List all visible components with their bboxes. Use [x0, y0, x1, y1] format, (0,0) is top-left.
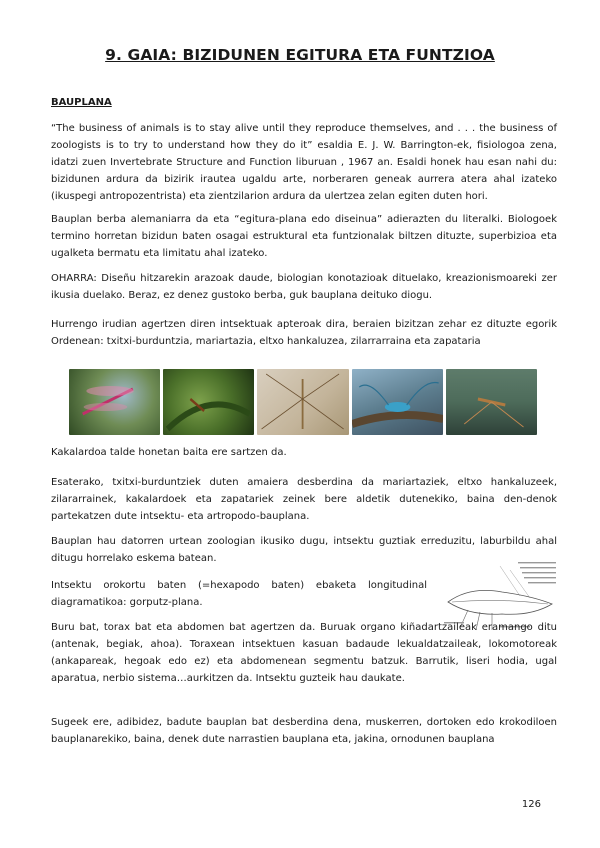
bauplan-hau-paragraph: Bauplan hau datorren urtean zoologian ikusiko dugu, intsektu guztiak erreduzitu, laburbildu ahal ditugu horrelako eskema batean. [51, 536, 557, 564]
oharra-paragraph: OHARRA: Diseñu hitzarekin arazoak daude, biologian konotazioak dituelako, kreazionismoareki zer ikusia duelako. Beraz, ez denez gustoko berba, guk bauplana deituko diogu. [51, 273, 557, 301]
dragonfly-photo [69, 369, 160, 435]
esaterako-paragraph: Esaterako, txitxi-burduntziek duten amaiera desberdina da mariartaziek, eltxo hankaluzeek, zilararrainek, kakalardoek eta zapatariek zeinek bere aldetik dutenekiko, baina den-denok partekatzen dute intsektu- eta artropodo-bauplana. [51, 477, 557, 522]
hurrengo-paragraph: Hurrengo irudian agertzen diren intsektuak apteroak dira, beraien bizitzan zehar ez dituzte egorik Ordenean: txitxi-burduntzia, mariartazia, eltxo hankaluzea, zilarrarraina eta zapataria [51, 319, 557, 347]
cranefly-photo [257, 369, 348, 435]
buru-paragraph: Buru bat, torax bat eta abdomen bat agertzen da. Buruak organo kiñadartzaileak eramango ditu (antenak, begiak, ahoa). Toraxean intsektuen kasuan badaude lekualdatzaileak, lokomotoreak (ankapareak, hegoak edo ez) eta abdomenean segmentu batzuk. Barrutik, liseri hodia, ugal aparatua, nerbio sistema…aurkitzen da. Intsektu guzteik hau daukate. [51, 622, 557, 684]
page-number: 126 [521, 799, 541, 810]
page-title: 9. GAIA: BIZIDUNEN EGITURA ETA FUNTZIOA [105, 46, 495, 64]
section-heading: BAUPLANA [51, 97, 112, 108]
water-strider-photo [446, 369, 537, 435]
quote-paragraph: “The business of animals is to stay alive until they reproduce themselves, and . . . the business of zoologists is to try to understand how they do it” esaldia E. J. W. Barrington-ek, fisiologoa zena, idatzi zuen Invertebrate Structure and Function liburuan , 1967 an. Esaldi honek hau esan nahi du: bizidunen ardura da bizirik irautea ugaldu arte, norberaren geneak aurrera atera ahal izateko (ikuspegi antropozentrista) eta zientzilarion ardura da ulertzea zelan egiten duten hori. [51, 123, 557, 202]
bauplan-paragraph: Bauplan berba alemaniarra da eta “egitura-plana edo diseinua” adierazten du literalki. Biologoek termino horretan bizidun baten osagai estruktural eta funtzionalak biltzen dituzte, superbizioa eta ugalketa bermatu eta limitatu ahal izateko. [51, 214, 557, 259]
kakalardoa-paragraph: Kakalardoa talde honetan baita ere sartzen da. [51, 447, 287, 458]
longhorn-beetle-photo [352, 369, 443, 435]
sugeek-paragraph: Sugeek ere, adibidez, badute bauplan bat desberdina dena, muskerren, dortoken edo krokodiloen bauplanarekiko, baina, denek dute narrastien bauplana eta, jakina, ornodunen bauplana [51, 717, 557, 745]
intsektu-paragraph: Intsektu orokortu baten (=hexapodo baten) ebaketa longitudinal diagramatikoa: gorputz-plana. [51, 580, 427, 608]
insect-photo-strip [69, 369, 537, 435]
damselfly-photo [163, 369, 254, 435]
